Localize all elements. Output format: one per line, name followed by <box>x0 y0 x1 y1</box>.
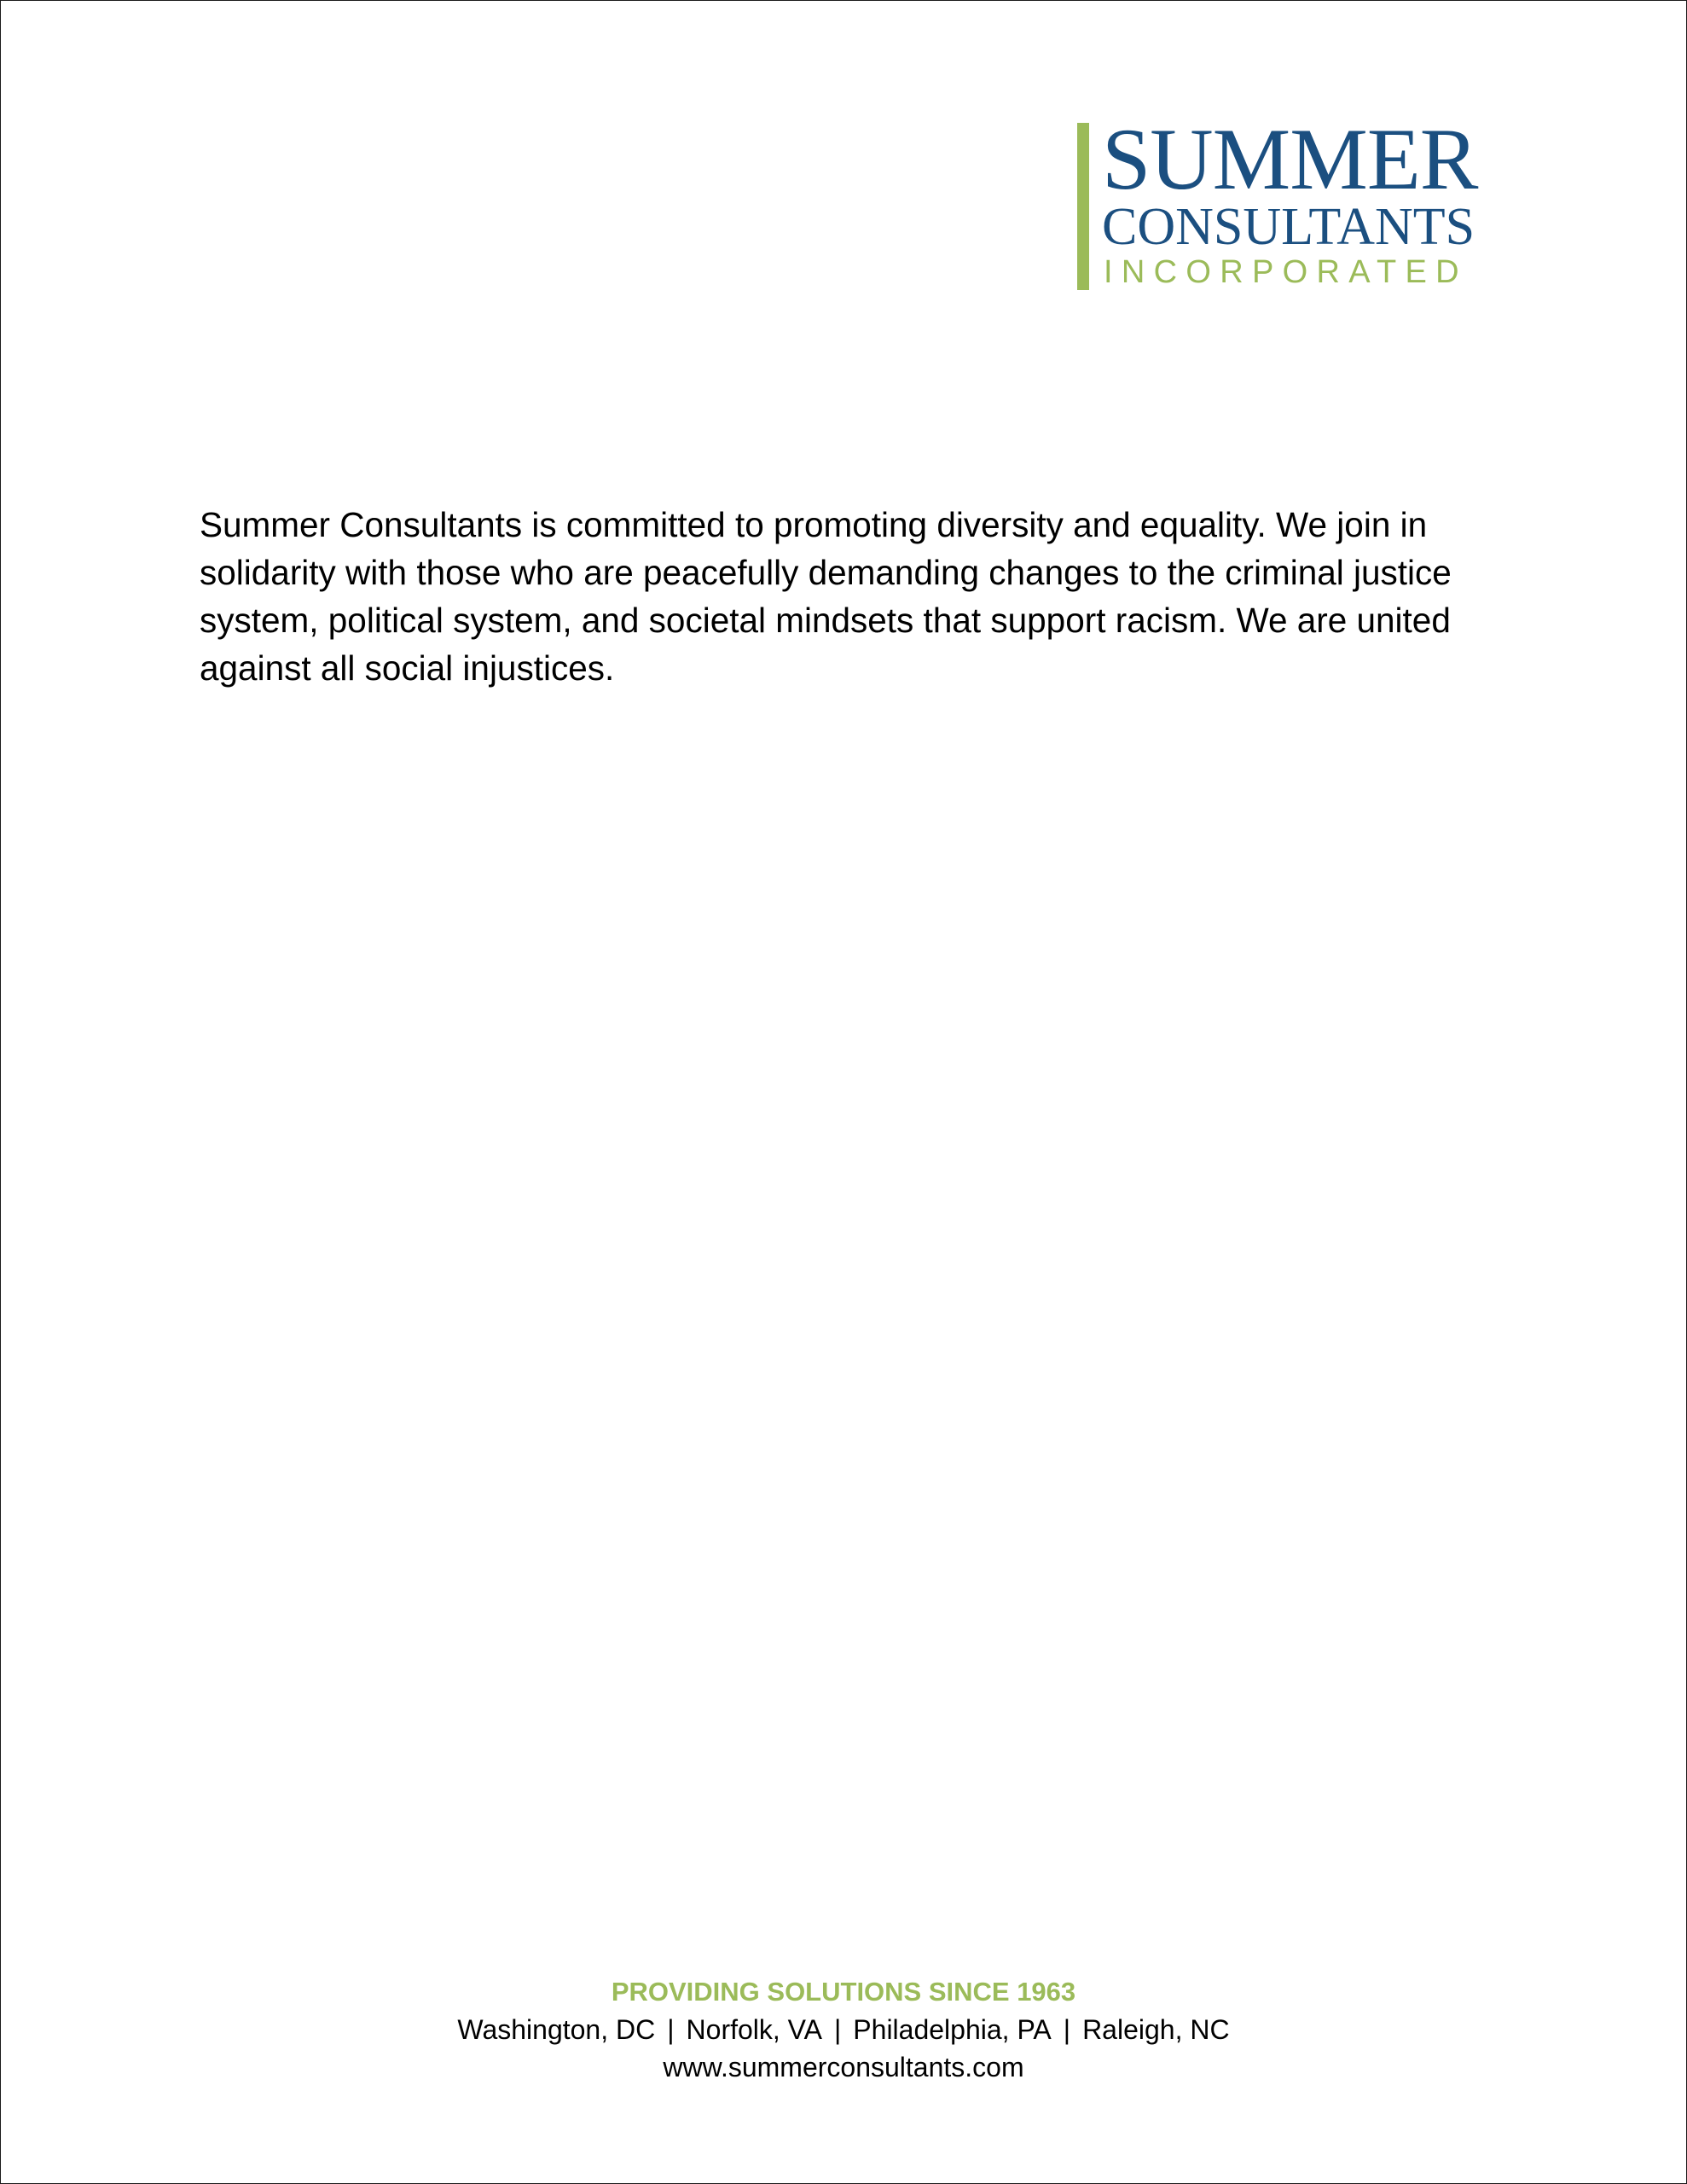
footer-tagline: PROVIDING SOLUTIONS SINCE 1963 <box>611 1977 1076 2007</box>
location-separator: | <box>667 2014 675 2045</box>
logo-wordmark-consultants: CONSULTANTS <box>1102 198 1475 256</box>
location-item: Washington, DC <box>457 2014 656 2045</box>
logo-accent-bar <box>1077 123 1089 290</box>
diversity-statement: Summer Consultants is committed to promoting diversity and equality. We join in solidarity with those who are peacefully demanding changes to the criminal justice system, political system, and societal mindsets that support racism. We are united against all social injustices. <box>200 505 1452 688</box>
letterhead-footer <box>1 1973 1686 2086</box>
footer-website: www.summerconsultants.com <box>663 2052 1024 2082</box>
company-logo <box>1077 111 1495 290</box>
location-item: Raleigh, NC <box>1082 2014 1230 2045</box>
location-item: Norfolk, VA <box>686 2014 822 2045</box>
location-item: Philadelphia, PA <box>853 2014 1052 2045</box>
logo-wordmark-summer: SUMMER <box>1102 111 1478 208</box>
location-separator: | <box>833 2014 842 2045</box>
footer-locations <box>1 2011 1686 2048</box>
location-separator: | <box>1063 2014 1071 2045</box>
logo-wordmark-incorporated: INCORPORATED <box>1104 254 1468 290</box>
